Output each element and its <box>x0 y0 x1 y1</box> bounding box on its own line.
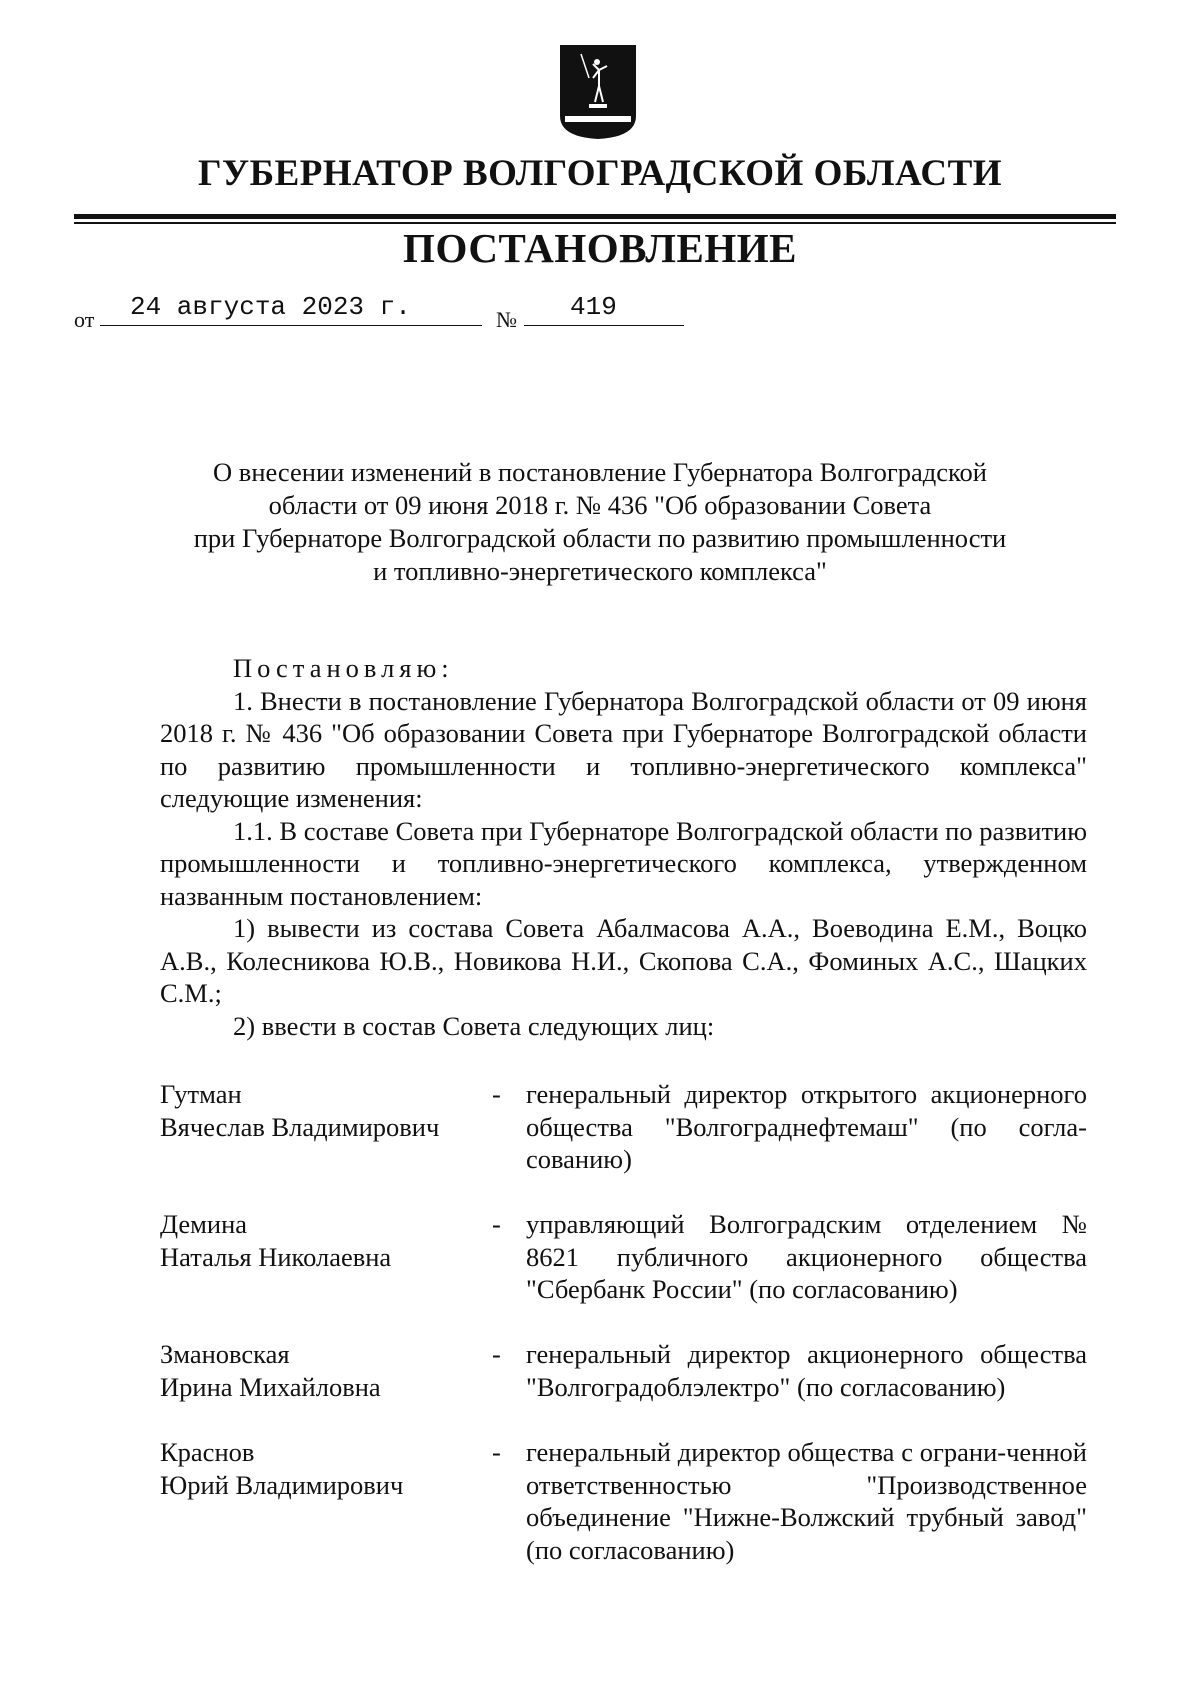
member-role: генеральный директор акционерного общества "Волгоградоблэлектро" (по согласованию) <box>526 1339 1087 1402</box>
date-label: от <box>74 307 95 332</box>
member-name <box>160 1208 490 1273</box>
member-surname: Змановская <box>160 1339 290 1369</box>
member-dash: - <box>492 1339 501 1369</box>
date-underline <box>100 325 482 326</box>
document-date: 24 августа 2023 г. <box>130 292 411 322</box>
subject-line: области от 09 июня 2018 г. № 436 "Об образовании Совета <box>268 490 932 520</box>
paragraph-1-1-1: 1) вывести из состава Совета Абалмасова А.А., Воеводина Е.М., Воцко А.В., Колесникова Ю.В., Новикова Н.И., Скопова С.А., Фоминых А.С., Шацких С.М.; <box>160 913 1087 1008</box>
member-given-names: Вячеслав Владимирович <box>160 1111 440 1142</box>
member-dash: - <box>492 1079 501 1109</box>
document-number: 419 <box>570 292 617 322</box>
document-subject <box>150 456 1050 588</box>
member-dash: - <box>492 1437 501 1467</box>
member-given-names: Наталья Николаевна <box>160 1241 392 1272</box>
member-role: управляющий Волгоградским отделением № 8621 публичного акционерного общества "Сбербанк России" (по согласованию) <box>526 1209 1087 1304</box>
subject-line: О внесении изменений в постановление Губернатора Волгоградской <box>213 457 987 487</box>
paragraph-1: 1. Внести в постановление Губернатора Волгоградской области от 09 июня 2018 г. № 436 "Об образовании Совета при Губернаторе Волгоградской области по развитию промышленности и топливно-энергетического комплекса" следующие изменения: <box>160 685 1087 813</box>
member-role: генеральный директор общества с ограни-ченной ответственностью "Производственное объединение "Нижне-Волжский трубный завод" (по согласованию) <box>526 1437 1087 1565</box>
member-given-names: Ирина Михайловна <box>160 1371 381 1402</box>
member-name <box>160 1078 490 1143</box>
issuer-title: ГУБЕРНАТОР ВОЛГОГРАДСКОЙ ОБЛАСТИ <box>197 153 1003 194</box>
member-name <box>160 1338 490 1403</box>
subject-line: и топливно-энергетического комплекса" <box>373 556 827 586</box>
member-role: генеральный директор открытого акционерного общества "Волгограднефтемаш" (по согла-сованию) <box>526 1079 1087 1174</box>
number-label: № <box>496 307 517 332</box>
member-surname: Гутман <box>160 1079 242 1109</box>
document-type: ПОСТАНОВЛЕНИЕ <box>403 225 797 271</box>
number-underline <box>524 325 684 326</box>
paragraph-1-1-2: 2) ввести в состав Совета следующих лиц: <box>233 1010 715 1041</box>
subject-line: при Губернаторе Волгоградской области по развитию промышленности <box>193 523 1007 553</box>
emblem-icon <box>559 44 637 140</box>
member-dash: - <box>492 1209 501 1239</box>
resolve-word: Постановляю: <box>233 653 454 683</box>
member-name <box>160 1436 490 1501</box>
member-surname: Краснов <box>160 1437 255 1467</box>
paragraph-1-1: 1.1. В составе Совета при Губернаторе Волгоградской области по развитию промышленности и топливно-энергетического комплекса, утвержденном названным постановлением: <box>160 815 1087 911</box>
member-given-names: Юрий Владимирович <box>160 1469 404 1500</box>
header-rule-thick <box>74 214 1116 219</box>
member-surname: Демина <box>160 1209 248 1239</box>
document-body <box>160 652 1087 1042</box>
